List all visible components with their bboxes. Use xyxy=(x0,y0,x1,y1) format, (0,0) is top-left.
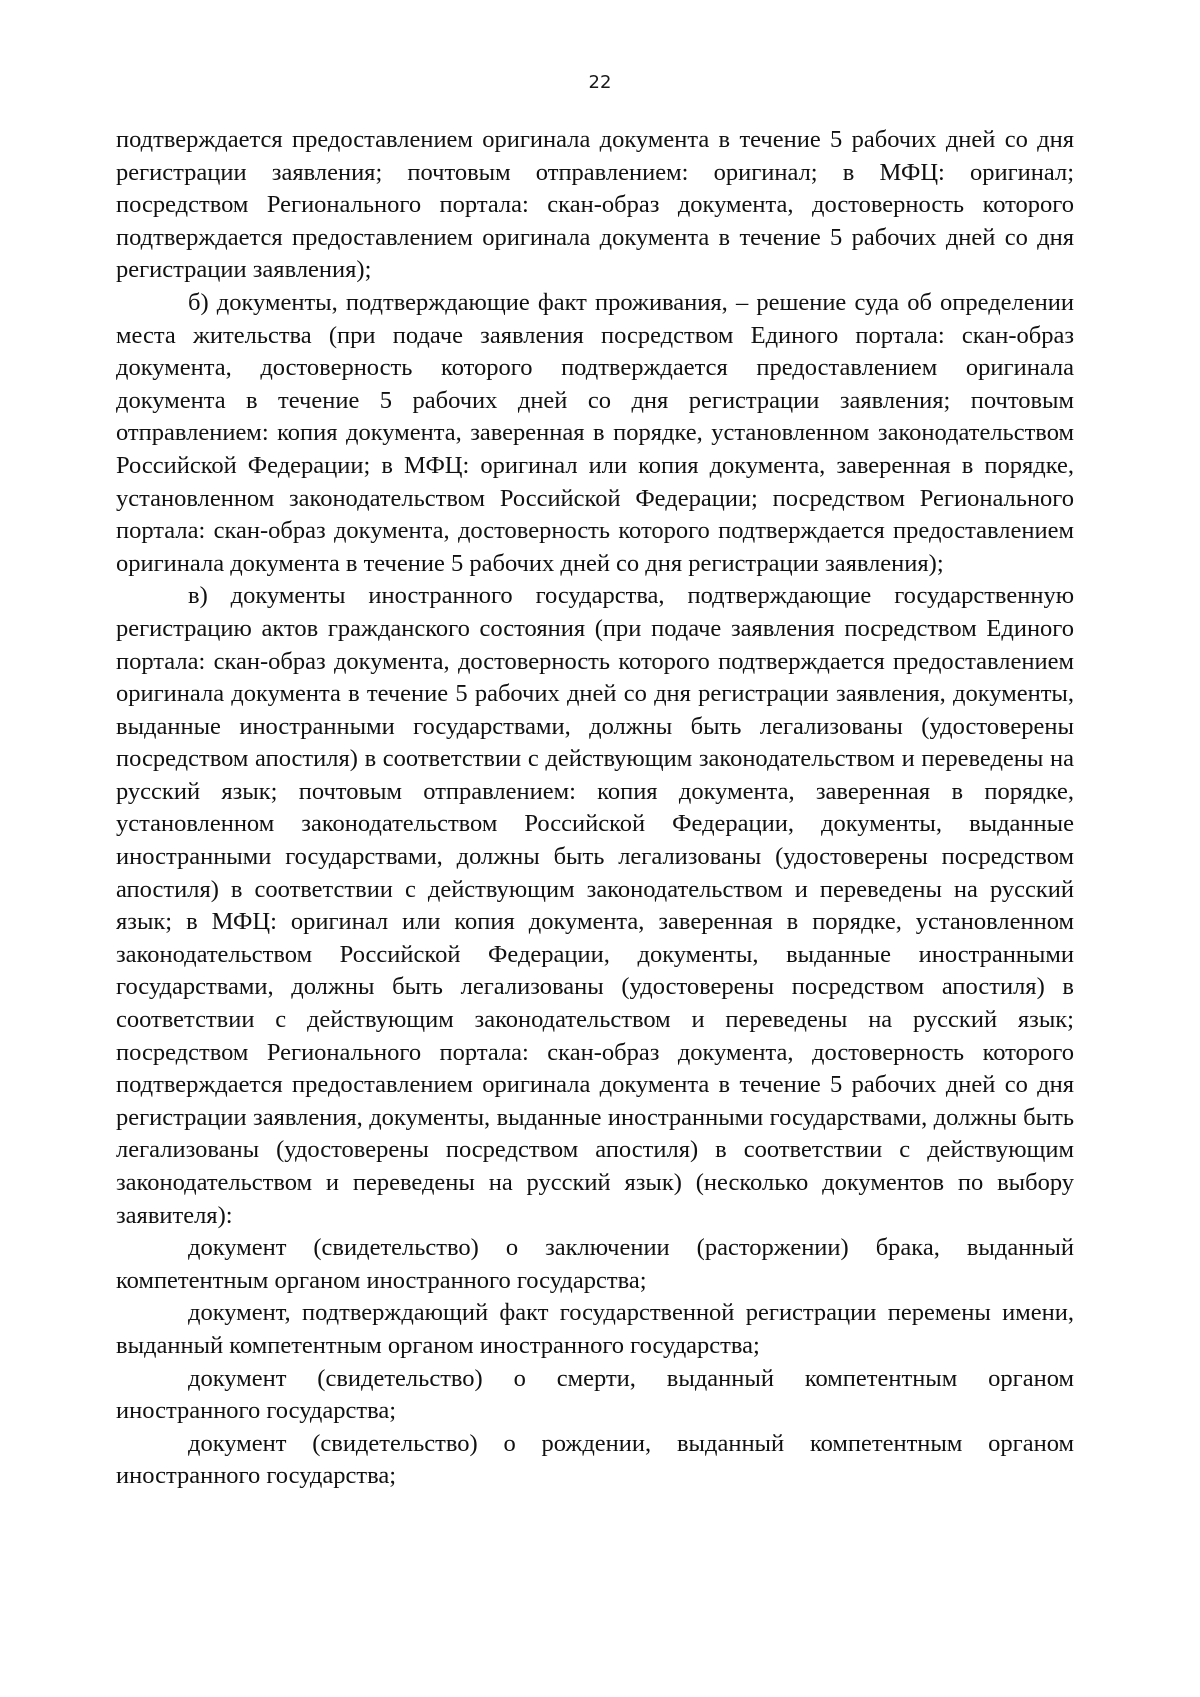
paragraph-name-change-document: документ, подтверждающий факт государственной регистрации перемены имени, выданный компетентным органом иностранного государства; xyxy=(116,1299,1074,1359)
paragraph-death-document: документ (свидетельство) о смерти, выданный компетентным органом иностранного государства; xyxy=(116,1364,1074,1425)
paragraph-item-v: в) документы иностранного государства, подтверждающие государственную регистрацию актов гражданского состояния (при подаче заявления посредством Единого портала: скан-образ документа, достоверность которого подтверждается предоставлением оригинала документа в течение 5 рабочих дней со дня регистрации заявления, документы, выданные иностранными государствами, должны быть легализованы (удостоверены посредством апостиля) в соответствии с действующим законодательством и переведены на русский язык; почтовым отправлением: копия документа, заверенная в порядке, установленном законодательством Российской Федерации, документы, выданные иностранными государствами, должны быть легализованы (удостоверены посредством апостиля) в соответствии с действующим законодательством и переведены на русский язык; в МФЦ: оригинал или копия документа, заверенная в порядке, установленном законодательством Российской Федерации, документы, выданные иностранными государствами, должны быть легализованы (удостоверены посредством апостиля) в соответствии с действующим законодательством и переведены на русский язык; посредством Регионального портала: скан-образ документа, достоверность которого подтверждается предоставлением оригинала документа в течение 5 рабочих дней со дня регистрации заявления, документы, выданные иностранными государствами, должны быть легализованы (удостоверены посредством апостиля) в соответствии с действующим законодательством и переведены на русский язык) (несколько документов по выбору заявителя): xyxy=(116,582,1074,1229)
paragraph-continuation: подтверждается предоставлением оригинала документа в течение 5 рабочих дней со дня регистрации заявления; почтовым отправлением: оригинал; в МФЦ: оригинал; посредством Регионального портала: скан-образ документа, достоверность которого подтверждается предоставлением оригинала документа в течение 5 рабочих дней со дня регистрации заявления); xyxy=(116,126,1074,284)
document-body xyxy=(116,124,1074,1493)
page-number: 22 xyxy=(588,72,612,93)
paragraph-marriage-document: документ (свидетельство) о заключении (расторжении) брака, выданный компетентным органом иностранного государства; xyxy=(116,1234,1074,1294)
paragraph-birth-document: документ (свидетельство) о рождении, выданный компетентным органом иностранного государства; xyxy=(116,1429,1074,1490)
paragraph-item-b: б) документы, подтверждающие факт проживания, – решение суда об определении места жительства (при подаче заявления посредством Единого портала: скан-образ документа, достоверность которого подтверждается предоставлением оригинала документа в течение 5 рабочих дней со дня регистрации заявления; почтовым отправлением: копия документа, заверенная в порядке, установленном законодательством Российской Федерации; в МФЦ: оригинал или копия документа, заверенная в порядке, установленном законодательством Российской Федерации; посредством Регионального портала: скан-образ документа, достоверность которого подтверждается предоставлением оригинала документа в течение 5 рабочих дней со дня регистрации заявления); xyxy=(116,288,1074,577)
